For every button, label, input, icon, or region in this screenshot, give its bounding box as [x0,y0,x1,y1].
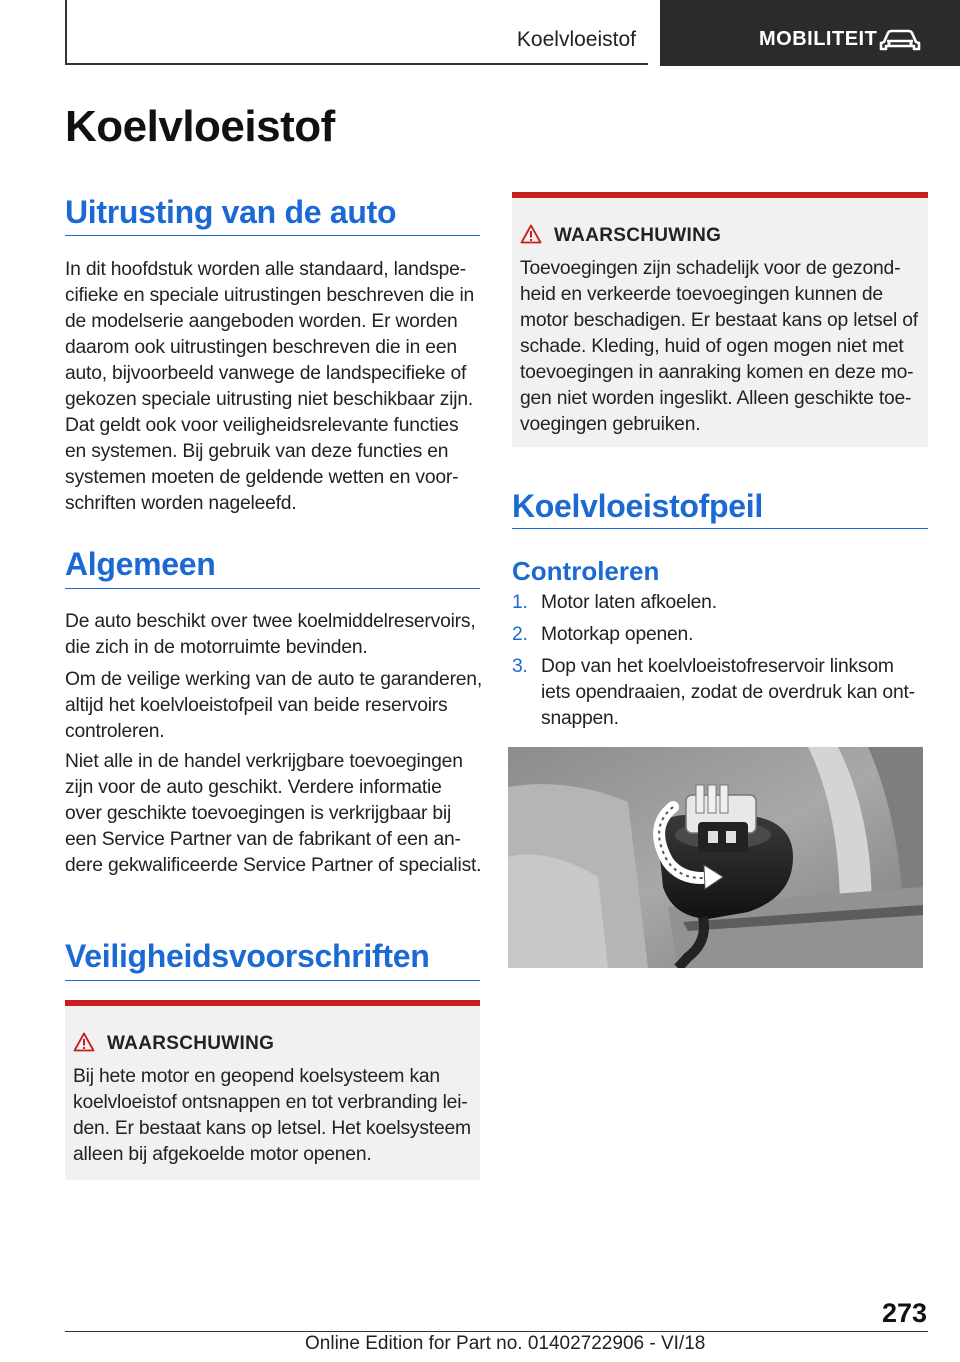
warning-title: WAARSCHUWING [554,225,722,246]
footer-rule [65,1331,928,1332]
heading-rule [65,588,480,589]
heading-safety: Veiligheidsvoorschriften [65,938,430,974]
heading-rule [512,528,928,529]
heading-rule [65,980,480,981]
header-section-title: Koelvloeistof [516,28,636,51]
list-item [512,654,928,732]
heading-general: Algemeen [65,546,216,582]
step-text: Motor laten afkoelen. [541,592,717,613]
warning-box-hot-engine [65,1000,480,1180]
footer-edition: Online Edition for Part no. 01402722906 - VI/18 [305,1333,706,1354]
warning-triangle-icon [520,224,542,244]
heading-rule [65,235,480,236]
step-number: 1. [512,592,528,613]
warning-triangle-icon [73,1032,95,1052]
reservoir-cap-image [508,747,923,968]
warning-title: WAARSCHUWING [107,1033,275,1054]
step-number: 3. [512,656,528,677]
paragraph-general-3: Niet alle in de handel verkrijgbare toevoegingen zijn voor de auto geschikt. Verdere informatie over geschikte toevoegingen is verkrijgbaar bij een Service Partner van de fabrikant of een andere gekwalificeerde Service Partner of specialist. [65,751,482,876]
paragraph-general-1: De auto beschikt over twee koelmiddelreservoirs, die zich in de motorruimte bevinden. [65,611,476,658]
step-number: 2. [512,624,528,645]
warning-text: Bij hete motor en geopend koelsysteem kan koelvloeistof ontsnappen en tot verbranding leiden. Er bestaat kans op letsel. Het koelsysteem alleen bij afgekoelde motor openen. [73,1066,471,1165]
list-item [512,622,928,648]
subheading-check: Controleren [512,556,660,586]
coolant-reservoir-illustration [508,747,923,968]
header-bottom-rule [65,63,648,65]
step-text: Dop van het koelvloeistofreservoir linksom iets opendraaien, zodat de overdruk kan ontsnappen. [541,656,916,729]
page-title: Koelvloeistof [65,102,335,151]
list-item [512,590,928,616]
warning-text: Toevoegingen zijn schadelijk voor de gezondheid en verkeerde toevoegingen kunnen de motor beschadigen. Er bestaat kans op letsel of schade. Kleding, huid of ogen mogen niet met toevoegingen in aanraking komen en deze mogen niet worden ingeslikt. Alleen geschikte toevoegingen gebruiken. [520,258,918,435]
header-chapter-tab[interactable] [660,0,960,66]
car-icon [878,28,922,52]
page-number: 273 [881,1298,927,1328]
heading-equipment: Uitrusting van de auto [65,194,397,230]
paragraph-equipment: In dit hoofdstuk worden alle standaard, landspecifieke en speciale uitrustingen beschreven die in de modelserie aangeboden worden. Er worden daarom ook uitrustingen beschreven die in een auto, bijvoorbeeld vanwege de landspecifieke of gekozen speciale uitrusting niet beschikbaar zijn. Dat geldt ook voor veiligheidsrelevante functies en systemen. Bij gebruik van deze functies en systemen moeten de geldende wetten en voorschriften worden nageleefd. [65,259,475,514]
header-left-rule [65,0,67,64]
steps-list [512,590,928,738]
warning-box-additives [512,192,928,447]
header-chapter-label: MOBILITEIT [759,28,878,50]
heading-coolant-level: Koelvloeistofpeil [512,488,763,524]
paragraph-general-2: Om de veilige werking van de auto te garanderen, altijd het koelvloeistofpeil van beide reservoirs controleren. [65,669,482,742]
step-text: Motorkap openen. [541,624,694,645]
